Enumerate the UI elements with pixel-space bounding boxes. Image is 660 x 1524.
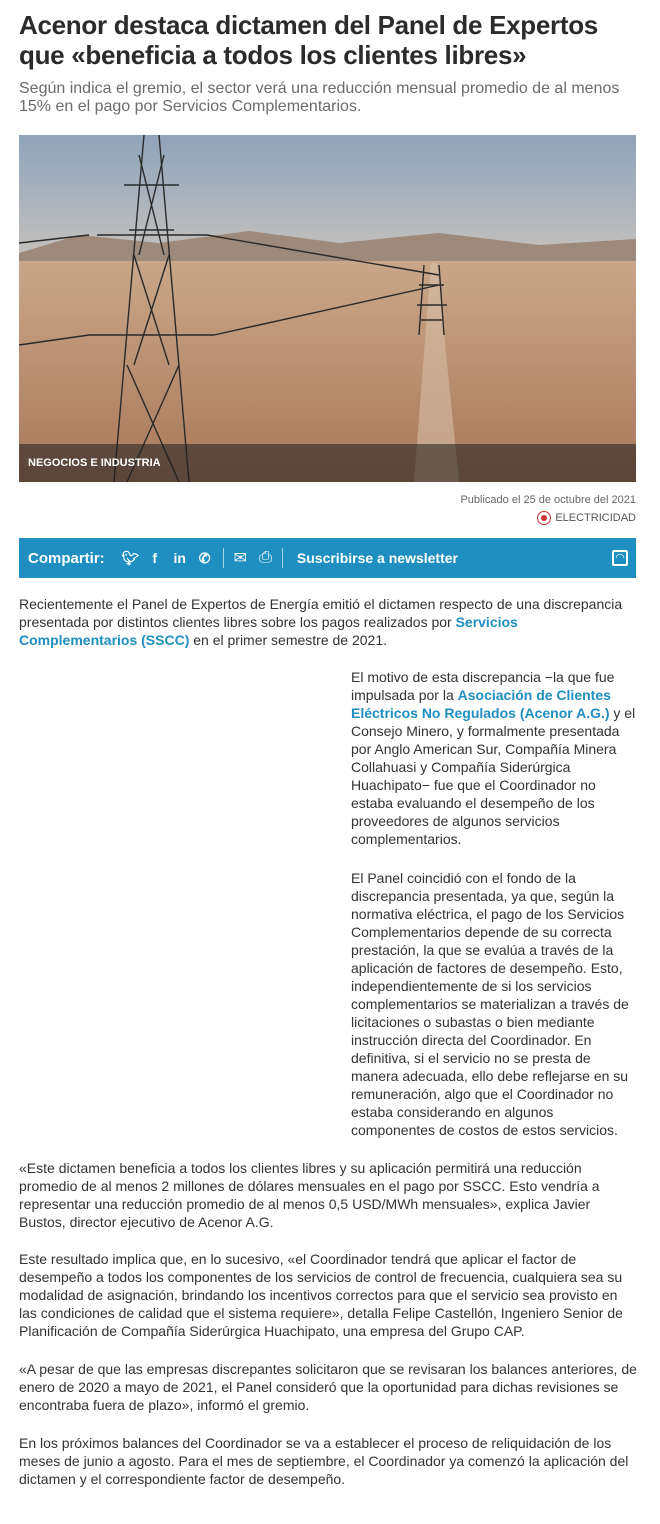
article-title: Acenor destaca dictamen del Panel de Expertos que «beneficia a todos los clientes libres» — [19, 10, 598, 70]
newsletter-link[interactable]: Suscribirse a newsletter — [296, 550, 458, 566]
hero-image — [19, 135, 636, 482]
body-paragraph-2 — [351, 668, 638, 848]
divider — [223, 548, 224, 568]
email-icon[interactable]: ✉ — [233, 550, 248, 567]
publish-date: Publicado el 25 de octubre del 2021 — [460, 494, 636, 506]
text: en el primer semestre de 2021. — [189, 632, 388, 648]
twitter-icon[interactable]: 🐦︎ — [121, 549, 140, 566]
article-subtitle: Según indica el gremio, el sector verá una reducción mensual promedio de al menos 15% en el pago por Servicios Complementarios. — [19, 80, 620, 115]
tool-icons — [234, 548, 272, 568]
body-paragraph-7: En los próximos balances del Coordinador se va a establecer el proceso de reliquidación de los meses de junio a agosto. Para el mes de septiembre, el Coordinador ya comenzó la aplicación del dictamen y el correspondiente factor de desempeño. — [19, 1435, 629, 1487]
divider — [282, 548, 283, 568]
category-tag[interactable] — [537, 511, 636, 525]
rss-icon[interactable]: ◠ — [612, 550, 628, 566]
facebook-icon[interactable]: f — [152, 550, 157, 566]
body-paragraph-4: «Este dictamen beneficia a todos los clientes libres y su aplicación permitirá una reducción promedio de al menos 2 millones de dólares mensuales en el pago por SSCC. Esto vendría a representar una reducción promedio de al menos 0,5 USD/MWh mensuales», explica Javier Bustos, director ejecutivo de Acenor A.G. — [19, 1160, 600, 1230]
section-label[interactable]: NEGOCIOS E INDUSTRIA — [28, 457, 161, 469]
desert-power-lines-illustration — [19, 135, 636, 482]
whatsapp-icon[interactable]: ✆ — [198, 549, 211, 566]
text: El motivo de esta discrepancia −la que fue impulsada por la — [351, 669, 615, 703]
body-paragraph-1 — [19, 595, 639, 649]
sscc-link[interactable]: Servicios Complementarios (SSCC) — [19, 614, 518, 648]
body-paragraph-5: Este resultado implica que, en lo sucesivo, «el Coordinador tendrá que aplicar el factor de desempeño a todos los componentes de los servicios de control de frecuencia, cualquiera sea su modalidad de asignación, brindando los incentivos correctos para que el servicio sea provisto en las condiciones de calidad que el sistema requiere», detalla Felipe Castellón, Ingeniero Senior de Planificación de Compañía Siderúrgica Huachipato, una empresa del Grupo CAP. — [19, 1251, 623, 1339]
print-icon[interactable]: ⎙ — [259, 549, 272, 566]
share-label: Compartir: — [28, 549, 105, 567]
image-caption-bar — [19, 444, 636, 482]
text: y el Consejo Minero, y formalmente presentada por Anglo American Sur, Compañía Minera Collahuasi y Compañía Siderúrgica Huachipato− fue que el Coordinador no estaba evaluando el desempeño de los proveedores de algunos servicios complementarios. — [351, 705, 636, 847]
category-label: ELECTRICIDAD — [555, 512, 636, 524]
body-paragraph-6: «A pesar de que las empresas discrepantes solicitaron que se revisaran los balances anteriores, de enero de 2020 a mayo de 2021, el Panel consideró que la oportunidad para dichas revisiones se encontraba fuera de plazo», informó el gremio. — [19, 1361, 637, 1413]
social-share-icons — [122, 550, 213, 567]
body-paragraph-3: El Panel coincidió con el fondo de la discrepancia presentada, ya que, según la normativa eléctrica, el pago de los Servicios Complementarios depende de su correcta prestación, la que se evalúa a través de la aplicación de factores de desempeño. Esto, independientemente de si los servicios complementarios se materializan a través de licitaciones o subastas o bien mediante instrucción directa del Coordinador. En definitiva, si el servicio no se presta de manera adecuada, ello debe reflejarse en su remuneración, algo que el Coordinador no estaba considerando en algunos componentes de costos de estos servicios. — [351, 870, 629, 1138]
linkedin-icon[interactable]: in — [173, 550, 186, 566]
acenor-link[interactable]: Asociación de Clientes Eléctricos No Regulados (Acenor A.G.) — [351, 687, 611, 721]
text: Recientemente el Panel de Expertos de Energía emitió el dictamen respecto de una discrepancia presentada por distintos clientes libres sobre los pagos realizados por — [19, 596, 623, 630]
share-bar — [19, 538, 636, 578]
category-dot-icon — [537, 511, 551, 525]
